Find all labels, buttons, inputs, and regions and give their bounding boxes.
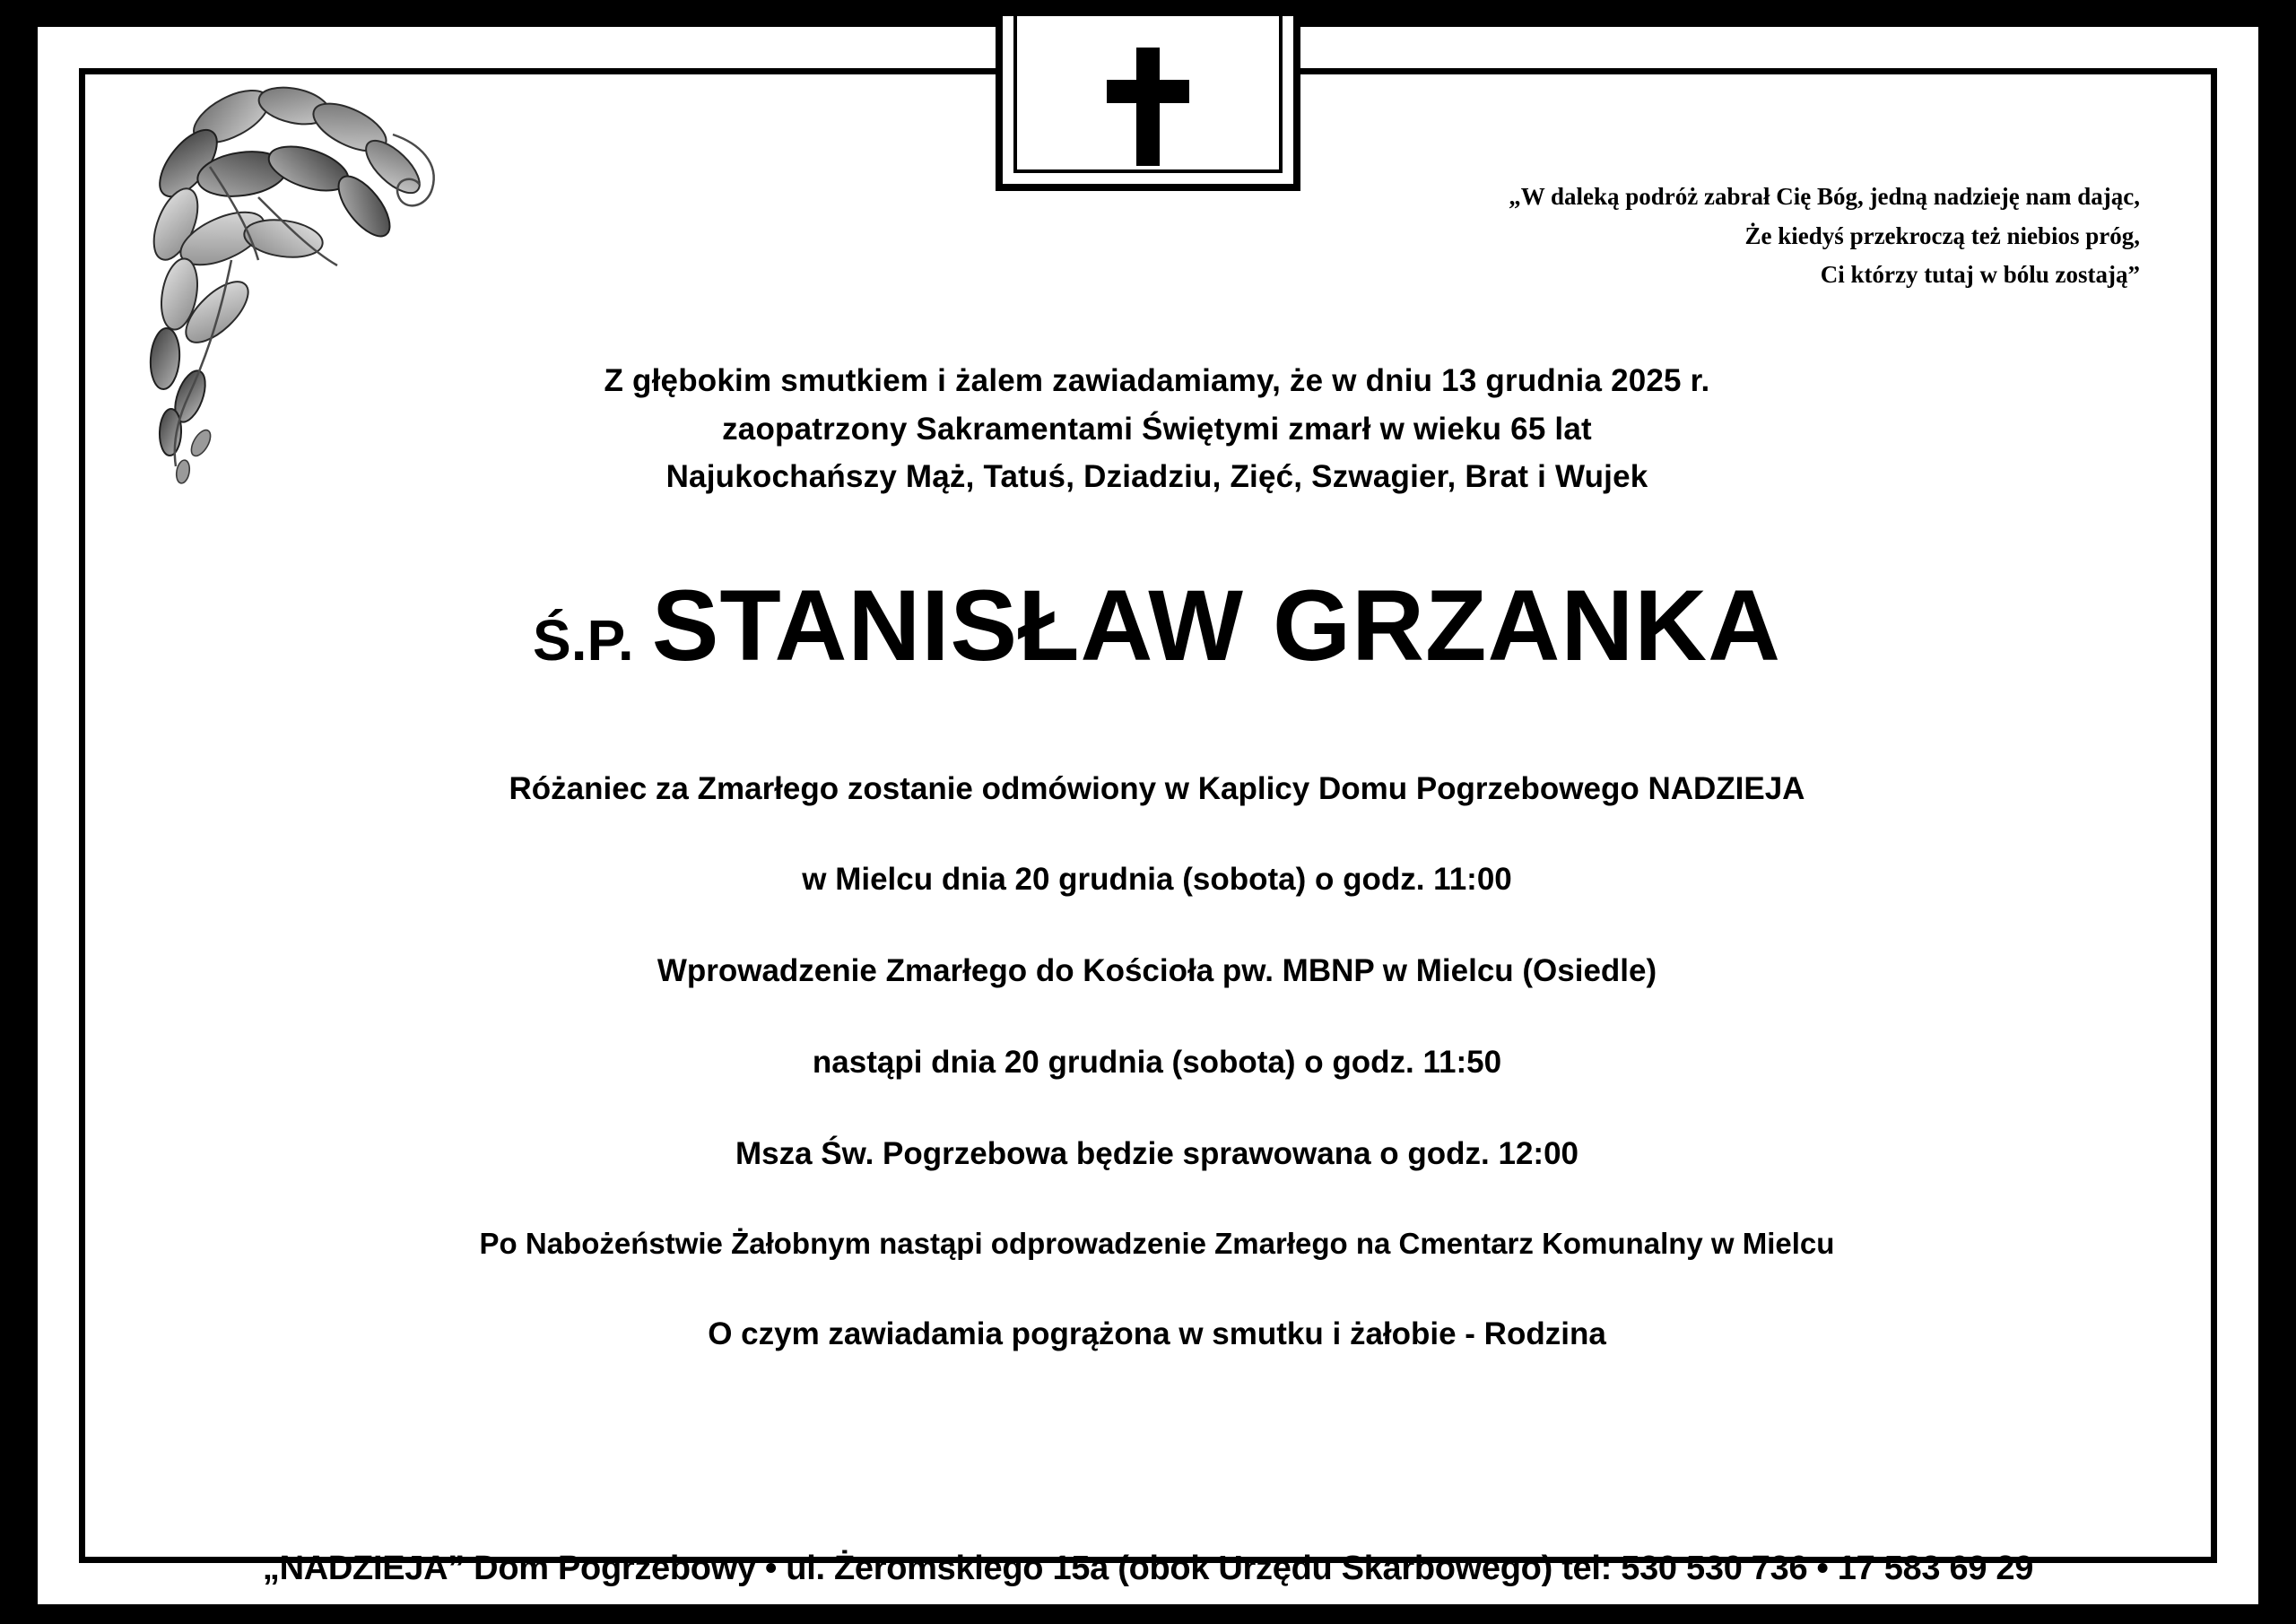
deceased-name-row xyxy=(154,568,2160,683)
verse-block xyxy=(1509,178,2140,295)
detail-line-4: nastąpi dnia 20 grudnia (sobota) o godz. 11:50 xyxy=(812,1044,1502,1080)
cross-plaque xyxy=(996,16,1300,191)
intro-line-2: zaopatrzony Sakramentami Świętymi zmarł w wieku 65 lat xyxy=(722,411,1592,447)
cross-icon-horizontal xyxy=(1107,80,1189,103)
detail-line-3: Wprowadzenie Zmarłego do Kościoła pw. MBNP w Mielcu (Osiedle) xyxy=(657,953,1657,989)
detail-line-1: Różaniec za Zmarłego zostanie odmówiony w Kaplicy Domu Pogrzebowego NADZIEJA xyxy=(509,770,1805,806)
notice-content xyxy=(154,357,2160,1353)
verse-line-3: Ci którzy tutaj w bólu zostają” xyxy=(1820,261,2140,289)
cross-icon-vertical xyxy=(1136,48,1160,166)
detail-line-6: Po Nabożeństwie Żałobnym nastąpi odprowadzenie Zmarłego na Cmentarz Komunalny w Mielcu xyxy=(479,1227,1835,1261)
detail-line-2: w Mielcu dnia 20 grudnia (sobota) o godz. 11:00 xyxy=(802,862,1512,898)
cross-icon xyxy=(1107,48,1189,166)
honorific-label: Ś.P. xyxy=(533,607,634,673)
detail-line-7: O czym zawiadamia pogrążona w smutku i żałobie - Rodzina xyxy=(708,1316,1606,1351)
intro-line-3: Najukochańszy Mąż, Tatuś, Dziadziu, Zięć, Szwagier, Brat i Wujek xyxy=(665,459,1648,495)
intro-line-1: Z głębokim smutkiem i żalem zawiadamiamy, że w dniu 13 grudnia 2025 r. xyxy=(604,363,1710,398)
detail-line-5: Msza Św. Pogrzebowa będzie sprawowana o godz. 12:00 xyxy=(735,1135,1579,1171)
corner-notch-top-left xyxy=(79,68,149,138)
notice-paper xyxy=(38,27,2258,1604)
funeral-home-footer: „NADZIEJA” Dom Pogrzebowy • ul. Żeromskiego 15a (obok Urzędu Skarbowego) tel: 530 530 736 • 17 583 69 29 xyxy=(262,1550,2034,1587)
deceased-name: STANISŁAW GRZANKA xyxy=(651,569,1781,682)
verse-line-2: Że kiedyś przekroczą też niebios próg, xyxy=(1744,221,2140,249)
corner-notch-top-right xyxy=(2147,68,2217,138)
verse-line-1: „W daleką podróż zabrał Cię Bóg, jedną nadzieję nam dając, xyxy=(1509,183,2140,210)
ceremony-details xyxy=(154,769,2160,1354)
intro-block xyxy=(154,357,2160,501)
